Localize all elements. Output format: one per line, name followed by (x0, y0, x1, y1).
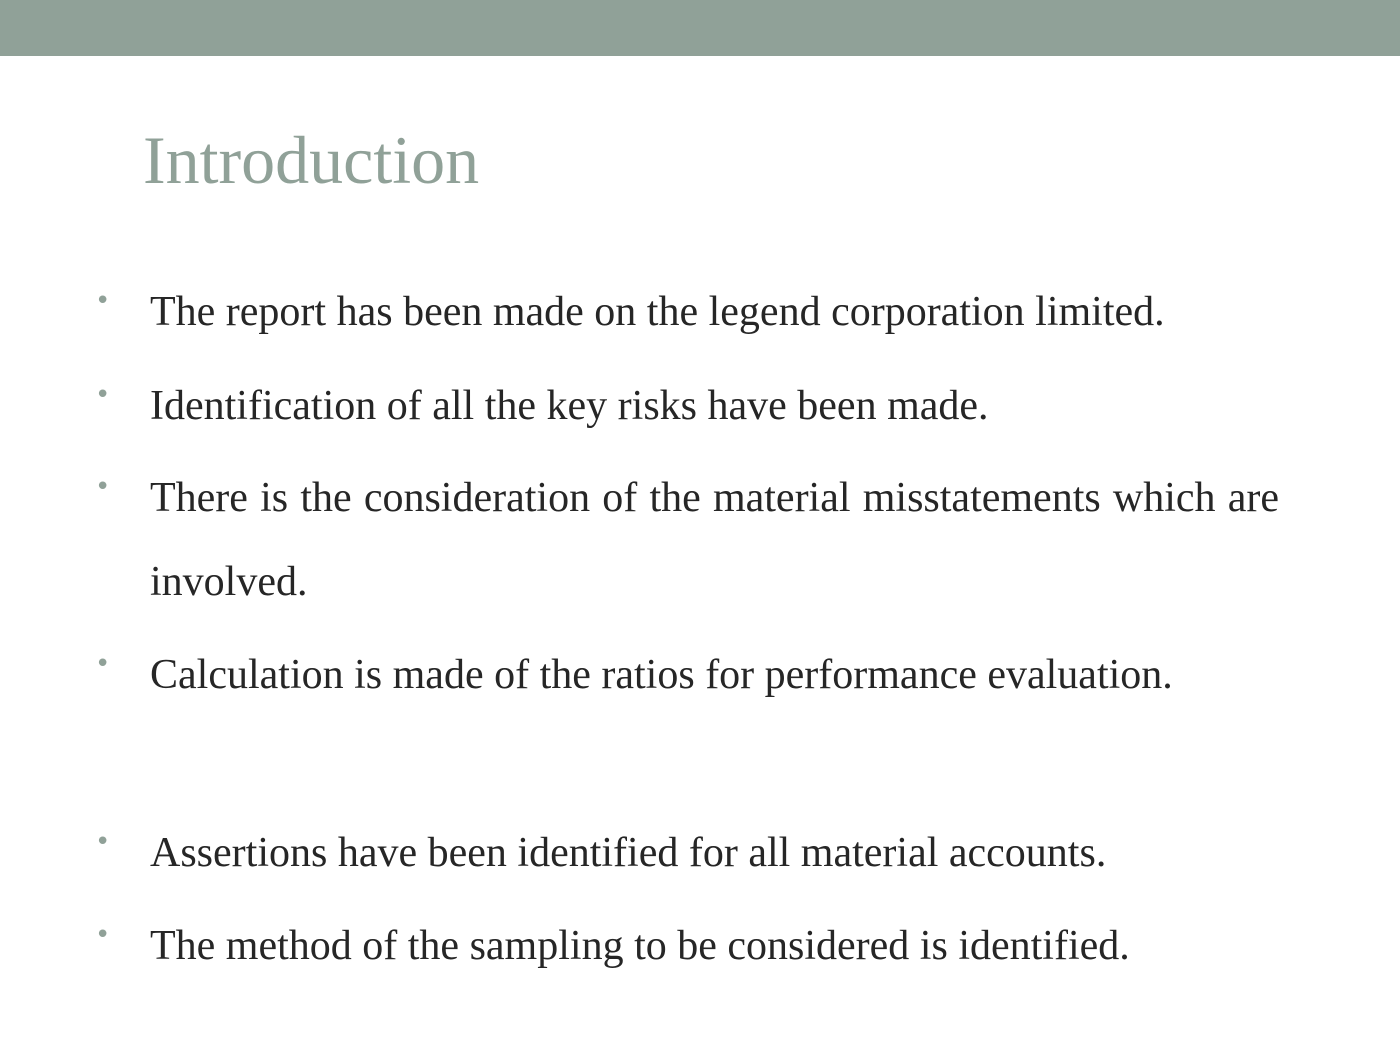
bullet-item (95, 811, 1279, 895)
bullet-item (95, 633, 1279, 717)
bullet-icon: • (95, 472, 111, 502)
bullet-item (95, 270, 1279, 354)
bullet-item (95, 364, 1279, 448)
bullet-text: The report has been made on the legend corporation limited. (150, 289, 1165, 335)
bullet-text: Assertions have been identified for all material accounts. (150, 830, 1107, 876)
bullet-icon: • (95, 649, 111, 679)
bullet-text: Calculation is made of the ratios for performance evaluation. (150, 652, 1173, 698)
bullet-item (95, 904, 1279, 988)
slide-title: Introduction (143, 122, 480, 198)
bullet-icon: • (95, 286, 111, 316)
bullet-text: The method of the sampling to be considered is identified. (150, 923, 1130, 969)
bullet-icon: • (95, 380, 111, 410)
bullet-text: Identification of all the key risks have been made. (150, 383, 989, 429)
bullet-item (95, 456, 1279, 624)
bullet-icon: • (95, 920, 111, 950)
bullet-text: There is the consideration of the material misstatements which are involved. (150, 475, 1279, 605)
bullet-icon: • (95, 827, 111, 857)
